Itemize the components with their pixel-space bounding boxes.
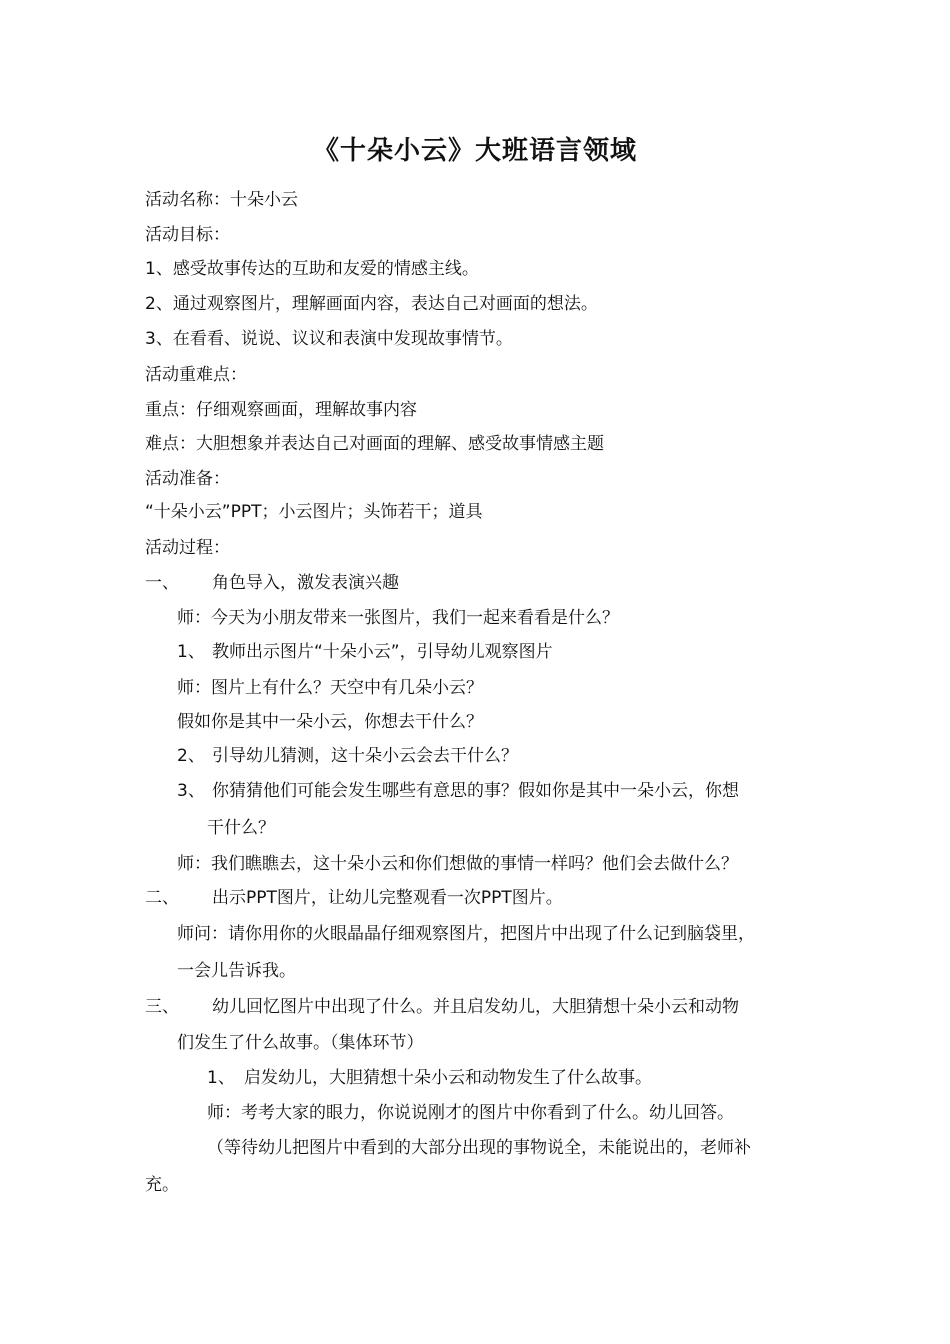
goal-item: 1、感受故事传达的互助和友爱的情感主线。 <box>145 259 479 279</box>
section-3-number: 三、 <box>145 997 179 1017</box>
preparation-heading: 活动准备： <box>145 469 230 489</box>
process-heading: 活动过程： <box>145 538 230 558</box>
goal-item: 3、在看看、说说、议议和表演中发现故事情节。 <box>145 329 513 349</box>
teacher-line: 师问：请你用你的火眼晶晶仔细观察图片，把图片中出现了什么记到脑袋里， <box>177 924 755 944</box>
section-2-heading: 出示PPT图片，让幼儿完整观看一次PPT图片。 <box>212 888 563 908</box>
step-number: 1、 <box>177 642 205 662</box>
teacher-line-continued: 一会儿告诉我。 <box>177 961 296 981</box>
teacher-line: 假如你是其中一朵小云，你想去干什么？ <box>177 712 483 732</box>
step-text-continued: 干什么？ <box>207 818 275 838</box>
section-1-heading: 角色导入，激发表演兴趣 <box>212 573 399 593</box>
preparation-text: “十朵小云”PPT；小云图片；头饰若干；道具 <box>145 502 483 522</box>
teacher-line: 师：图片上有什么？天空中有几朵小云？ <box>177 678 483 698</box>
activity-name: 活动名称：十朵小云 <box>145 190 298 210</box>
goal-item: 2、通过观察图片，理解画面内容，表达自己对画面的想法。 <box>145 294 598 314</box>
step-text: 启发幼儿，大胆猜想十朵小云和动物发生了什么故事。 <box>244 1068 652 1088</box>
section-3-heading: 幼儿回忆图片中出现了什么。并且启发幼儿，大胆猜想十朵小云和动物 <box>212 997 739 1017</box>
difficult-point: 难点：大胆想象并表达自己对画面的理解、感受故事情感主题 <box>145 434 604 454</box>
teacher-line: 师：我们瞧瞧去，这十朵小云和你们想做的事情一样吗？他们会去做什么？ <box>177 854 738 874</box>
document-title: 《十朵小云》大班语言领域 <box>312 136 637 166</box>
step-text: 你猜猜他们可能会发生哪些有意思的事？假如你是其中一朵小云，你想 <box>212 781 739 801</box>
step-number: 3、 <box>177 781 205 801</box>
step-text: 教师出示图片“十朵小云”，引导幼儿观察图片 <box>212 642 553 662</box>
note-line-continued: 充。 <box>145 1175 179 1195</box>
step-number: 1、 <box>207 1068 235 1088</box>
teacher-line: 师：今天为小朋友带来一张图片，我们一起来看看是什么？ <box>177 608 619 628</box>
section-1-number: 一、 <box>145 573 179 593</box>
step-text: 引导幼儿猜测，这十朵小云会去干什么？ <box>212 746 518 766</box>
goals-heading: 活动目标： <box>145 225 230 245</box>
step-number: 2、 <box>177 746 205 766</box>
note-line: （等待幼儿把图片中看到的大部分出现的事物说全，未能说出的，老师补 <box>207 1138 751 1158</box>
key-point: 重点：仔细观察画面，理解故事内容 <box>145 400 417 420</box>
teacher-line: 师：考考大家的眼力，你说说刚才的图片中你看到了什么。幼儿回答。 <box>207 1103 734 1123</box>
key-points-heading: 活动重难点： <box>145 365 247 385</box>
section-2-number: 二、 <box>145 888 179 908</box>
section-3-heading-continued: 们发生了什么故事。（集体环节） <box>177 1033 424 1053</box>
